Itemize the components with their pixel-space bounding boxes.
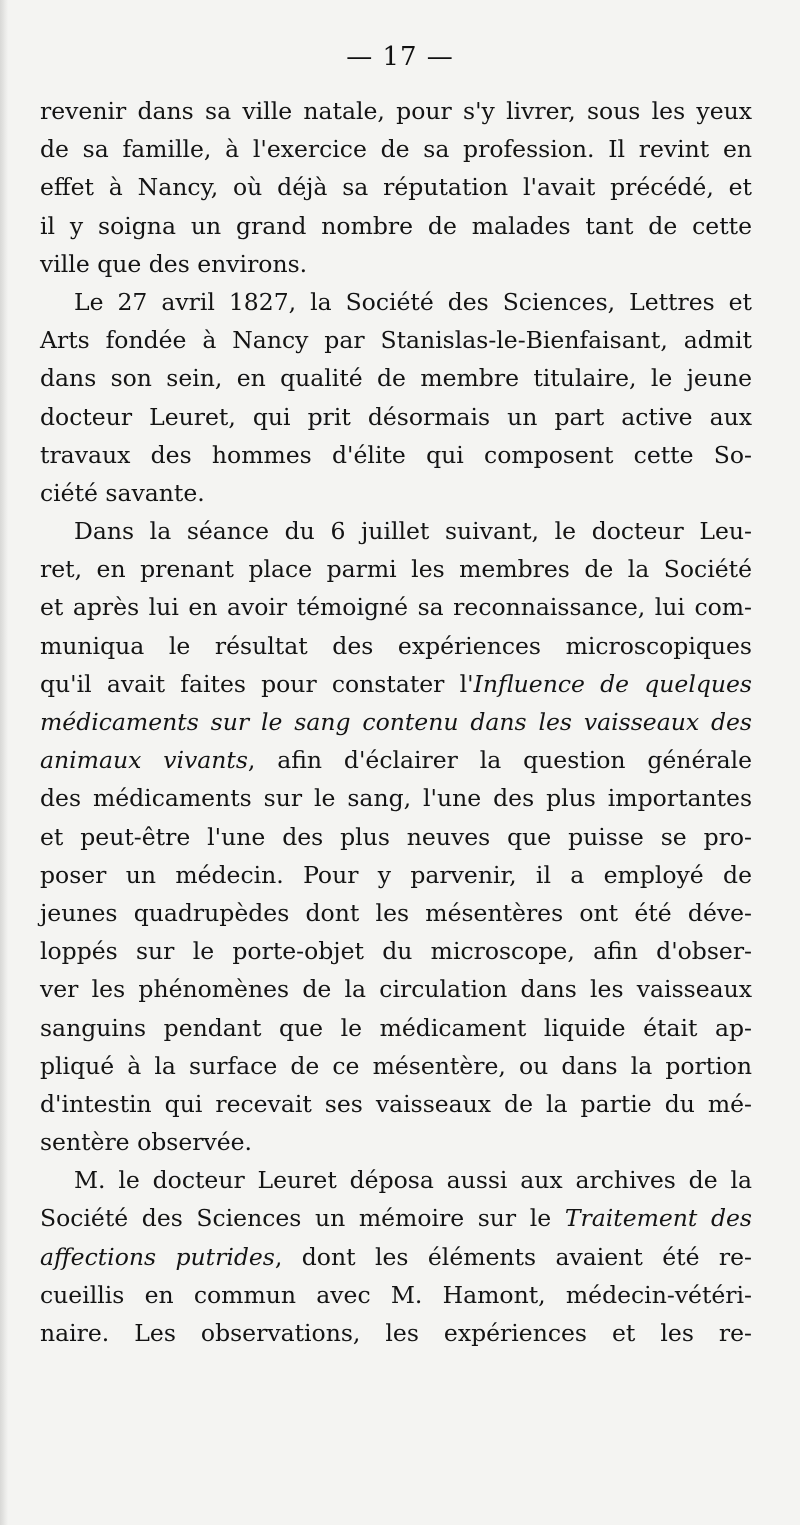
italic-text-segment: Traitement des (564, 1204, 752, 1233)
text-line (40, 436, 752, 474)
text-line (40, 703, 752, 741)
text-line (40, 130, 752, 168)
text-segment: pliqué à la surface de ce mésentère, ou dans la portion (40, 1051, 752, 1080)
text-line (40, 1238, 752, 1276)
text-segment: et après lui en avoir témoigné sa reconnaissance, lui com- (40, 593, 752, 622)
text-segment: et peut-être l'une des plus neuves que puisse se pro- (40, 822, 752, 851)
italic-text-segment: affections putrides (40, 1242, 275, 1271)
text-line (40, 627, 752, 665)
text-segment: M. le docteur Leuret déposa aussi aux archives de la (74, 1166, 752, 1195)
text-segment: il y soigna un grand nombre de malades tant de cette (40, 211, 752, 240)
text-segment: ret, en prenant place parmi les membres de la Société (40, 555, 752, 584)
text-segment: sanguins pendant que le médicament liquide était ap- (40, 1013, 752, 1042)
text-segment: ville que des environs. (40, 249, 308, 278)
text-line (40, 1123, 752, 1161)
text-line (40, 168, 752, 206)
text-line (40, 359, 752, 397)
text-segment: effet à Nancy, où déjà sa réputation l'avait précédé, et (40, 173, 752, 202)
text-segment: Société des Sciences un mémoire sur le (40, 1204, 565, 1233)
body-text (40, 92, 752, 1352)
text-segment: revenir dans sa ville natale, pour s'y livrer, sous les yeux (40, 97, 752, 125)
text-line (40, 1199, 752, 1237)
text-line (40, 474, 752, 512)
text-line (40, 779, 752, 817)
text-segment: , dont les éléments avaient été re- (274, 1242, 752, 1271)
italic-text-segment: médicaments sur le sang contenu dans les vaisseaux des (40, 708, 752, 736)
text-line (40, 1276, 752, 1314)
text-segment: poser un médecin. Pour y parvenir, il a employé de (40, 860, 752, 889)
text-segment: qu'il avait faites pour constater l' (40, 669, 474, 698)
text-line (40, 283, 752, 321)
text-line (40, 512, 752, 550)
text-segment: sentère observée. (40, 1128, 253, 1157)
text-segment: cueillis en commun avec M. Hamont, médecin-vétéri- (40, 1280, 752, 1309)
text-line (40, 550, 752, 588)
text-line (40, 856, 752, 894)
text-segment: naire. Les observations, les expériences et les re- (40, 1319, 752, 1347)
text-segment: Arts fondée à Nancy par Stanislas-le-Bienfaisant, admit (40, 326, 752, 355)
text-line (40, 1009, 752, 1047)
text-segment: , afin d'éclairer la question générale (247, 746, 753, 775)
text-segment: ver les phénomènes de la circulation dans les vaisseaux (40, 975, 752, 1004)
italic-text-segment: animaux vivants (40, 746, 248, 775)
italic-text-segment: Influence de quelques (473, 669, 752, 698)
text-segment: Dans la séance du 6 juillet suivant, le docteur Leu- (74, 517, 752, 546)
text-line (40, 245, 752, 283)
text-line (40, 970, 752, 1008)
text-segment: muniqua le résultat des expériences microscopiques (40, 631, 752, 660)
text-segment: des médicaments sur le sang, l'une des plus importantes (40, 784, 752, 813)
text-line (40, 932, 752, 970)
text-segment: ciété savante. (40, 478, 205, 507)
page-number: — 17 — (346, 42, 454, 72)
text-line (40, 1314, 752, 1352)
text-segment: de sa famille, à l'exercice de sa profession. Il revint en (40, 135, 752, 164)
text-segment: dans son sein, en qualité de membre titulaire, le jeune (40, 364, 752, 393)
text-line (40, 321, 752, 359)
text-segment: d'intestin qui recevait ses vaisseaux de la partie du mé- (40, 1089, 752, 1118)
text-line (40, 894, 752, 932)
text-line (40, 1085, 752, 1123)
text-segment: loppés sur le porte-objet du microscope, afin d'obser- (40, 937, 752, 966)
text-line (40, 1161, 752, 1199)
text-line (40, 1047, 752, 1085)
text-segment: jeunes quadrupèdes dont les mésentères ont été déve- (40, 898, 752, 927)
text-line (40, 92, 752, 130)
text-line (40, 207, 752, 245)
text-line (40, 818, 752, 856)
text-line (40, 398, 752, 436)
text-segment: Le 27 avril 1827, la Société des Sciences, Lettres et (74, 287, 752, 316)
text-line (40, 665, 752, 703)
text-line (40, 741, 752, 779)
text-segment: travaux des hommes d'élite qui composent cette So- (40, 440, 752, 469)
text-line (40, 588, 752, 626)
text-segment: docteur Leuret, qui prit désormais un part active aux (40, 402, 752, 431)
